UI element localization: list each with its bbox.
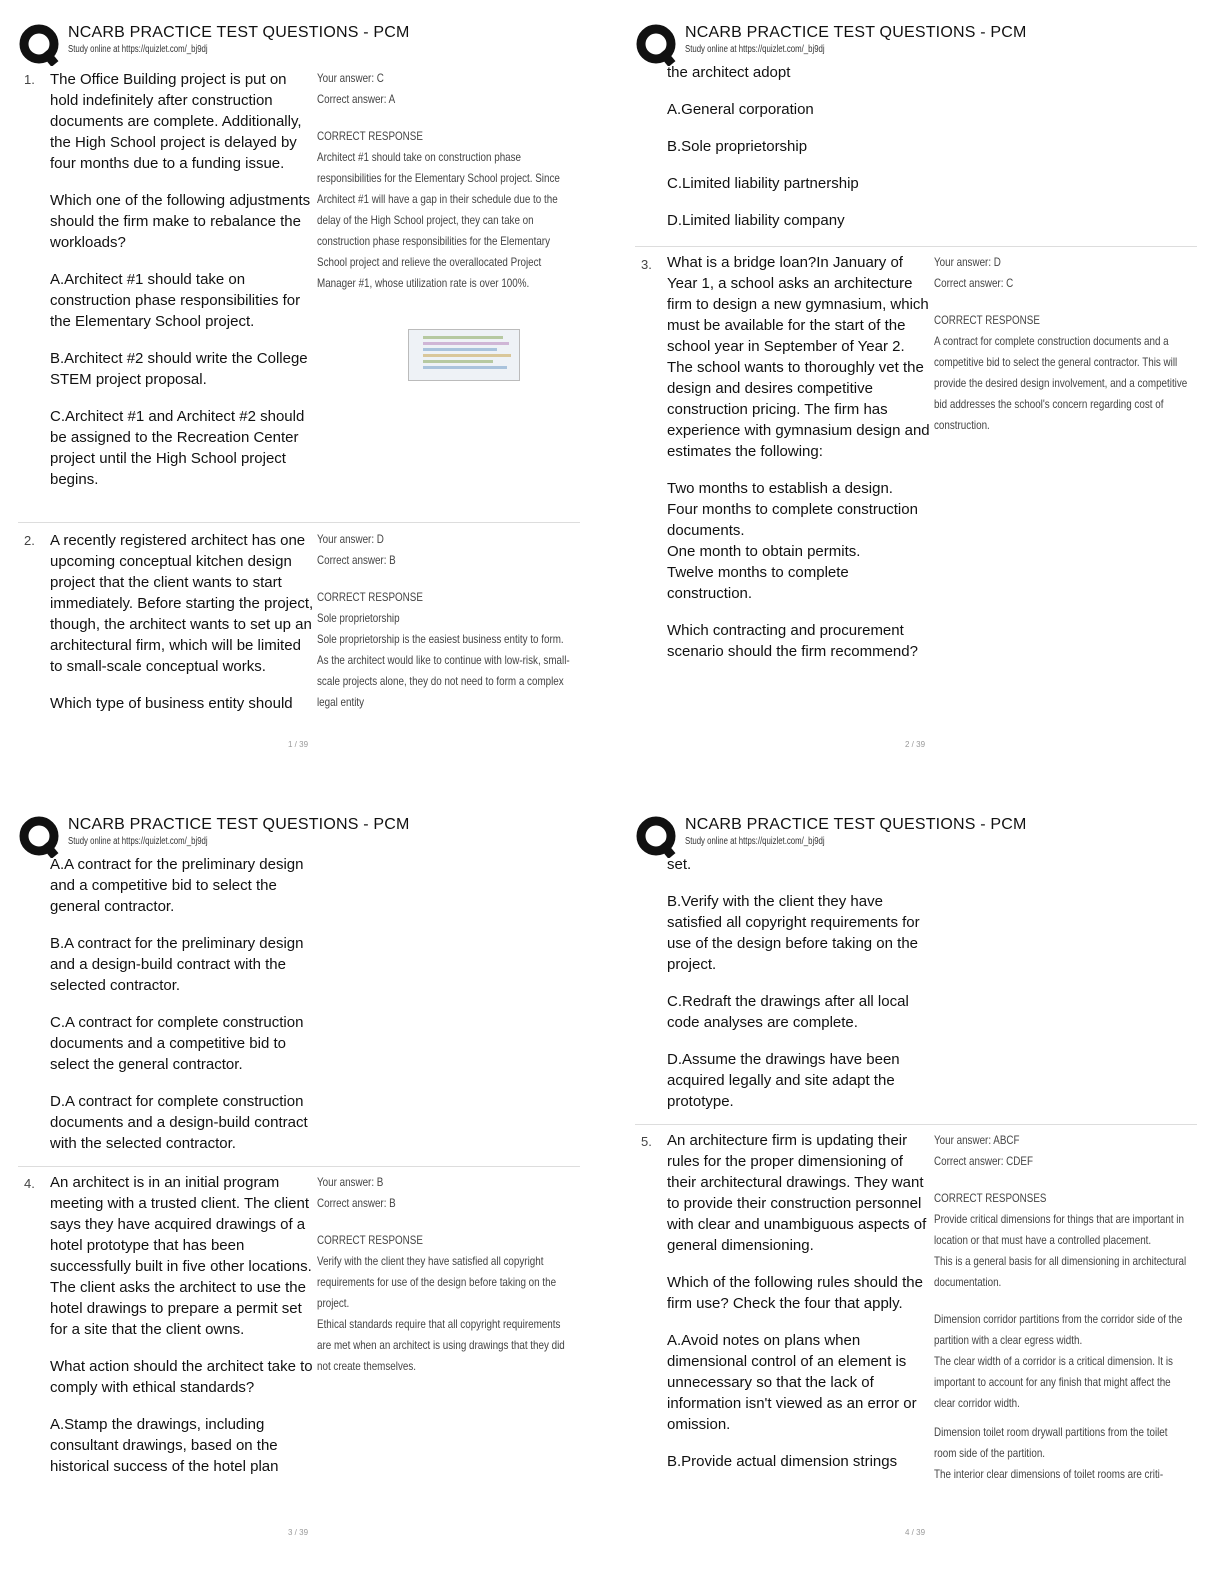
response-label: CORRECT RESPONSES <box>934 1191 1047 1205</box>
option-c: C.Redraft the drawings after all local code analyses are complete. <box>667 993 909 1031</box>
answer-panel-3 <box>934 252 1188 436</box>
divider <box>635 1124 1197 1125</box>
answer-panel-5 <box>934 1130 1188 1485</box>
option-d: D.Limited liability company <box>667 212 845 229</box>
option-a: A.Architect #1 should take on construction phase responsibilities for the Elementary School project. <box>50 271 301 330</box>
option-a: A.Avoid notes on plans when dimensional control of an element is unnecessary so that the lack of information isn't viewed as an error or omission. <box>667 1332 917 1433</box>
correct-answer: Correct answer: A <box>317 92 396 106</box>
question-text: What is a bridge loan?In January of Year 1, a school asks an architecture firm to design a new gymnasium, which must be available for the start of the school year in September of Year 2. The school wants to thoroughly vet the design and desires competitive construction pricing. The firm has experience with gymnasium design and estimates the following: <box>667 254 930 460</box>
study-link[interactable]: Study online at https://quizlet.com/_bj9dj <box>685 44 825 55</box>
option-b: B.Sole proprietorship <box>667 138 808 155</box>
option-d: D.Assume the drawings have been acquired legally and site adapt the prototype. <box>667 1051 900 1110</box>
page-number: 2 / 39 <box>905 740 926 749</box>
response-text: Verify with the client they have satisfied all copyright requirements for use of the design before taking on the project. <box>317 1254 557 1310</box>
your-answer: Your answer: B <box>317 1175 384 1189</box>
question-number: 1. <box>24 72 35 87</box>
option-c: C.Architect #1 and Architect #2 should be assigned to the Recreation Center project until the High School project begins. <box>50 408 305 488</box>
page-1 <box>18 14 598 774</box>
option-c: C.Limited liability partnership <box>667 175 859 192</box>
quizlet-logo-icon <box>18 24 60 66</box>
your-answer: Your answer: D <box>317 532 384 546</box>
question-4 <box>50 1172 314 1493</box>
answer-panel-1 <box>317 68 571 294</box>
workload-chart-thumbnail <box>408 329 520 381</box>
question-number: 5. <box>641 1134 652 1149</box>
response-explanation: The clear width of a corridor is a critical dimension. It is important to account for any finish that might affect the clear corridor width. <box>934 1354 1173 1410</box>
question-3 <box>667 252 931 678</box>
study-link[interactable]: Study online at https://quizlet.com/_bj9dj <box>685 836 825 847</box>
correct-answer: Correct answer: C <box>934 276 1014 290</box>
page-header <box>18 22 598 72</box>
estimate-line: Four months to complete construction documents. <box>667 501 918 539</box>
question-prompt: Which contracting and procurement scenario should the firm recommend? <box>667 622 918 660</box>
page-3 <box>18 806 598 1566</box>
question-text: A recently registered architect has one upcoming conceptual kitchen design project that the client wants to start immediately. Before starting the project, though, the architect wants to set up an architectural firm, which will be limited to small-scale conceptual works. <box>50 532 314 675</box>
response-label: CORRECT RESPONSE <box>934 313 1040 327</box>
response-explanation: The interior clear dimensions of toilet rooms are criti- <box>934 1467 1164 1481</box>
estimate-line: Two months to establish a design. <box>667 480 893 497</box>
answer-panel-4 <box>317 1172 571 1377</box>
estimate-line: One month to obtain permits. <box>667 543 861 560</box>
quizlet-logo-icon <box>635 24 677 66</box>
question-prompt: Which one of the following adjustments should the firm make to rebalance the workloads? <box>50 192 311 251</box>
option-c: C.A contract for complete construction documents and a competitive bid to select the general contractor. <box>50 1014 304 1073</box>
correct-answer: Correct answer: B <box>317 553 396 567</box>
option-a-continued: set. <box>667 856 692 873</box>
quizlet-logo-icon <box>635 816 677 858</box>
your-answer: Your answer: D <box>934 255 1001 269</box>
response-text: Provide critical dimensions for things that are important in location or that must have a controlled placement. <box>934 1212 1184 1247</box>
question-4-options <box>667 854 931 1128</box>
response-label: CORRECT RESPONSE <box>317 1233 423 1247</box>
option-a: A.A contract for the preliminary design and a competitive bid to select the general contractor. <box>50 856 304 915</box>
question-2 <box>50 530 314 730</box>
question-prompt: Which of the following rules should the firm use? Check the four that apply. <box>667 1274 923 1312</box>
question-5 <box>667 1130 931 1488</box>
response-text: Architect #1 should take on construction phase responsibilities for the Elementary School project. Since Architect #1 will have a gap in their schedule due to the delay of the High School project, they can take on construction phase responsibilities for the Elementary School project and relieve the overallocated Project Manager #1, whose utilization rate is over 100%. <box>317 150 560 290</box>
response-text: Dimension corridor partitions from the corridor side of the partition with a clear egress width. <box>934 1312 1183 1347</box>
page-2 <box>635 14 1215 774</box>
quizlet-logo-icon <box>18 816 60 858</box>
response-text: A contract for complete construction documents and a competitive bid to select the general contractor. This will provide the desired design involvement, and a competitive bid addresses the school's concern regarding cost of construction. <box>934 334 1188 432</box>
page-title: NCARB PRACTICE TEST QUESTIONS - PCM <box>68 24 410 41</box>
question-2-continued <box>667 62 931 247</box>
study-link[interactable]: Study online at https://quizlet.com/_bj9dj <box>68 836 208 847</box>
question-prompt: Which type of business entity should <box>50 695 293 712</box>
response-text: Sole proprietorship is the easiest business entity to form. As the architect would like to continue with low-risk, small-scale projects alone, they do not need to form a complex legal entity <box>317 632 570 709</box>
divider <box>18 522 580 523</box>
response-text: Dimension toilet room drywall partitions from the toilet room side of the partition. <box>934 1425 1168 1460</box>
your-answer: Your answer: C <box>317 71 384 85</box>
question-text: The Office Building project is put on hold indefinitely after construction documents are complete. Additionally, the High School project is delayed by four months due to a funding issue. <box>50 71 302 172</box>
page-title: NCARB PRACTICE TEST QUESTIONS - PCM <box>685 816 1027 833</box>
response-explanation: Ethical standards require that all copyright requirements are met when an architect is using drawings that they did not create themselves. <box>317 1317 565 1373</box>
correct-answer: Correct answer: CDEF <box>934 1154 1033 1168</box>
response-label: CORRECT RESPONSE <box>317 129 423 143</box>
divider <box>635 246 1197 247</box>
question-number: 4. <box>24 1176 35 1191</box>
estimate-line: Twelve months to complete construction. <box>667 564 849 602</box>
question-1 <box>50 69 314 506</box>
page-4 <box>635 806 1215 1566</box>
option-b: B.Provide actual dimension strings <box>667 1453 898 1470</box>
option-b: B.Verify with the client they have satisfied all copyright requirements for use of the design before taking on the project. <box>667 893 920 973</box>
page-title: NCARB PRACTICE TEST QUESTIONS - PCM <box>685 24 1027 41</box>
answer-panel-2 <box>317 529 571 713</box>
question-text: An architect is in an initial program meeting with a trusted client. The client says they have acquired drawings of a hotel prototype that has been successfully built in five other locations. The client asks the architect to use the hotel drawings to prepare a permit set for a site that the client owns. <box>50 1174 312 1338</box>
question-3-options <box>50 854 314 1170</box>
study-link[interactable]: Study online at https://quizlet.com/_bj9dj <box>68 44 208 55</box>
option-b: B.Architect #2 should write the College STEM project proposal. <box>50 350 308 388</box>
page-number: 1 / 39 <box>288 740 309 749</box>
option-d: D.A contract for complete construction documents and a design-build contract with the selected contractor. <box>50 1093 308 1152</box>
question-number: 2. <box>24 533 35 548</box>
divider <box>18 1166 580 1167</box>
response-explanation: This is a general basis for all dimensioning in architectural documentation. <box>934 1254 1187 1289</box>
option-b: B.A contract for the preliminary design and a design-build contract with the selected contractor. <box>50 935 304 994</box>
option-a: A.Stamp the drawings, including consultant drawings, based on the historical success of the hotel plan <box>50 1416 279 1475</box>
question-prompt: What action should the architect take to comply with ethical standards? <box>50 1358 313 1396</box>
page-number: 4 / 39 <box>905 1528 926 1537</box>
question-prompt-continued: the architect adopt <box>667 64 791 81</box>
your-answer: Your answer: ABCF <box>934 1133 1020 1147</box>
response-title: Sole proprietorship <box>317 611 400 625</box>
page-number: 3 / 39 <box>288 1528 309 1537</box>
question-text: An architecture firm is updating their rules for the proper dimensioning of their architectural drawings. They want to provide their construction personnel with clear and unambiguous aspects of general dimensioning. <box>667 1132 927 1254</box>
page-title: NCARB PRACTICE TEST QUESTIONS - PCM <box>68 816 410 833</box>
option-a: A.General corporation <box>667 101 814 118</box>
question-number: 3. <box>641 257 652 272</box>
response-label: CORRECT RESPONSE <box>317 590 423 604</box>
correct-answer: Correct answer: B <box>317 1196 396 1210</box>
